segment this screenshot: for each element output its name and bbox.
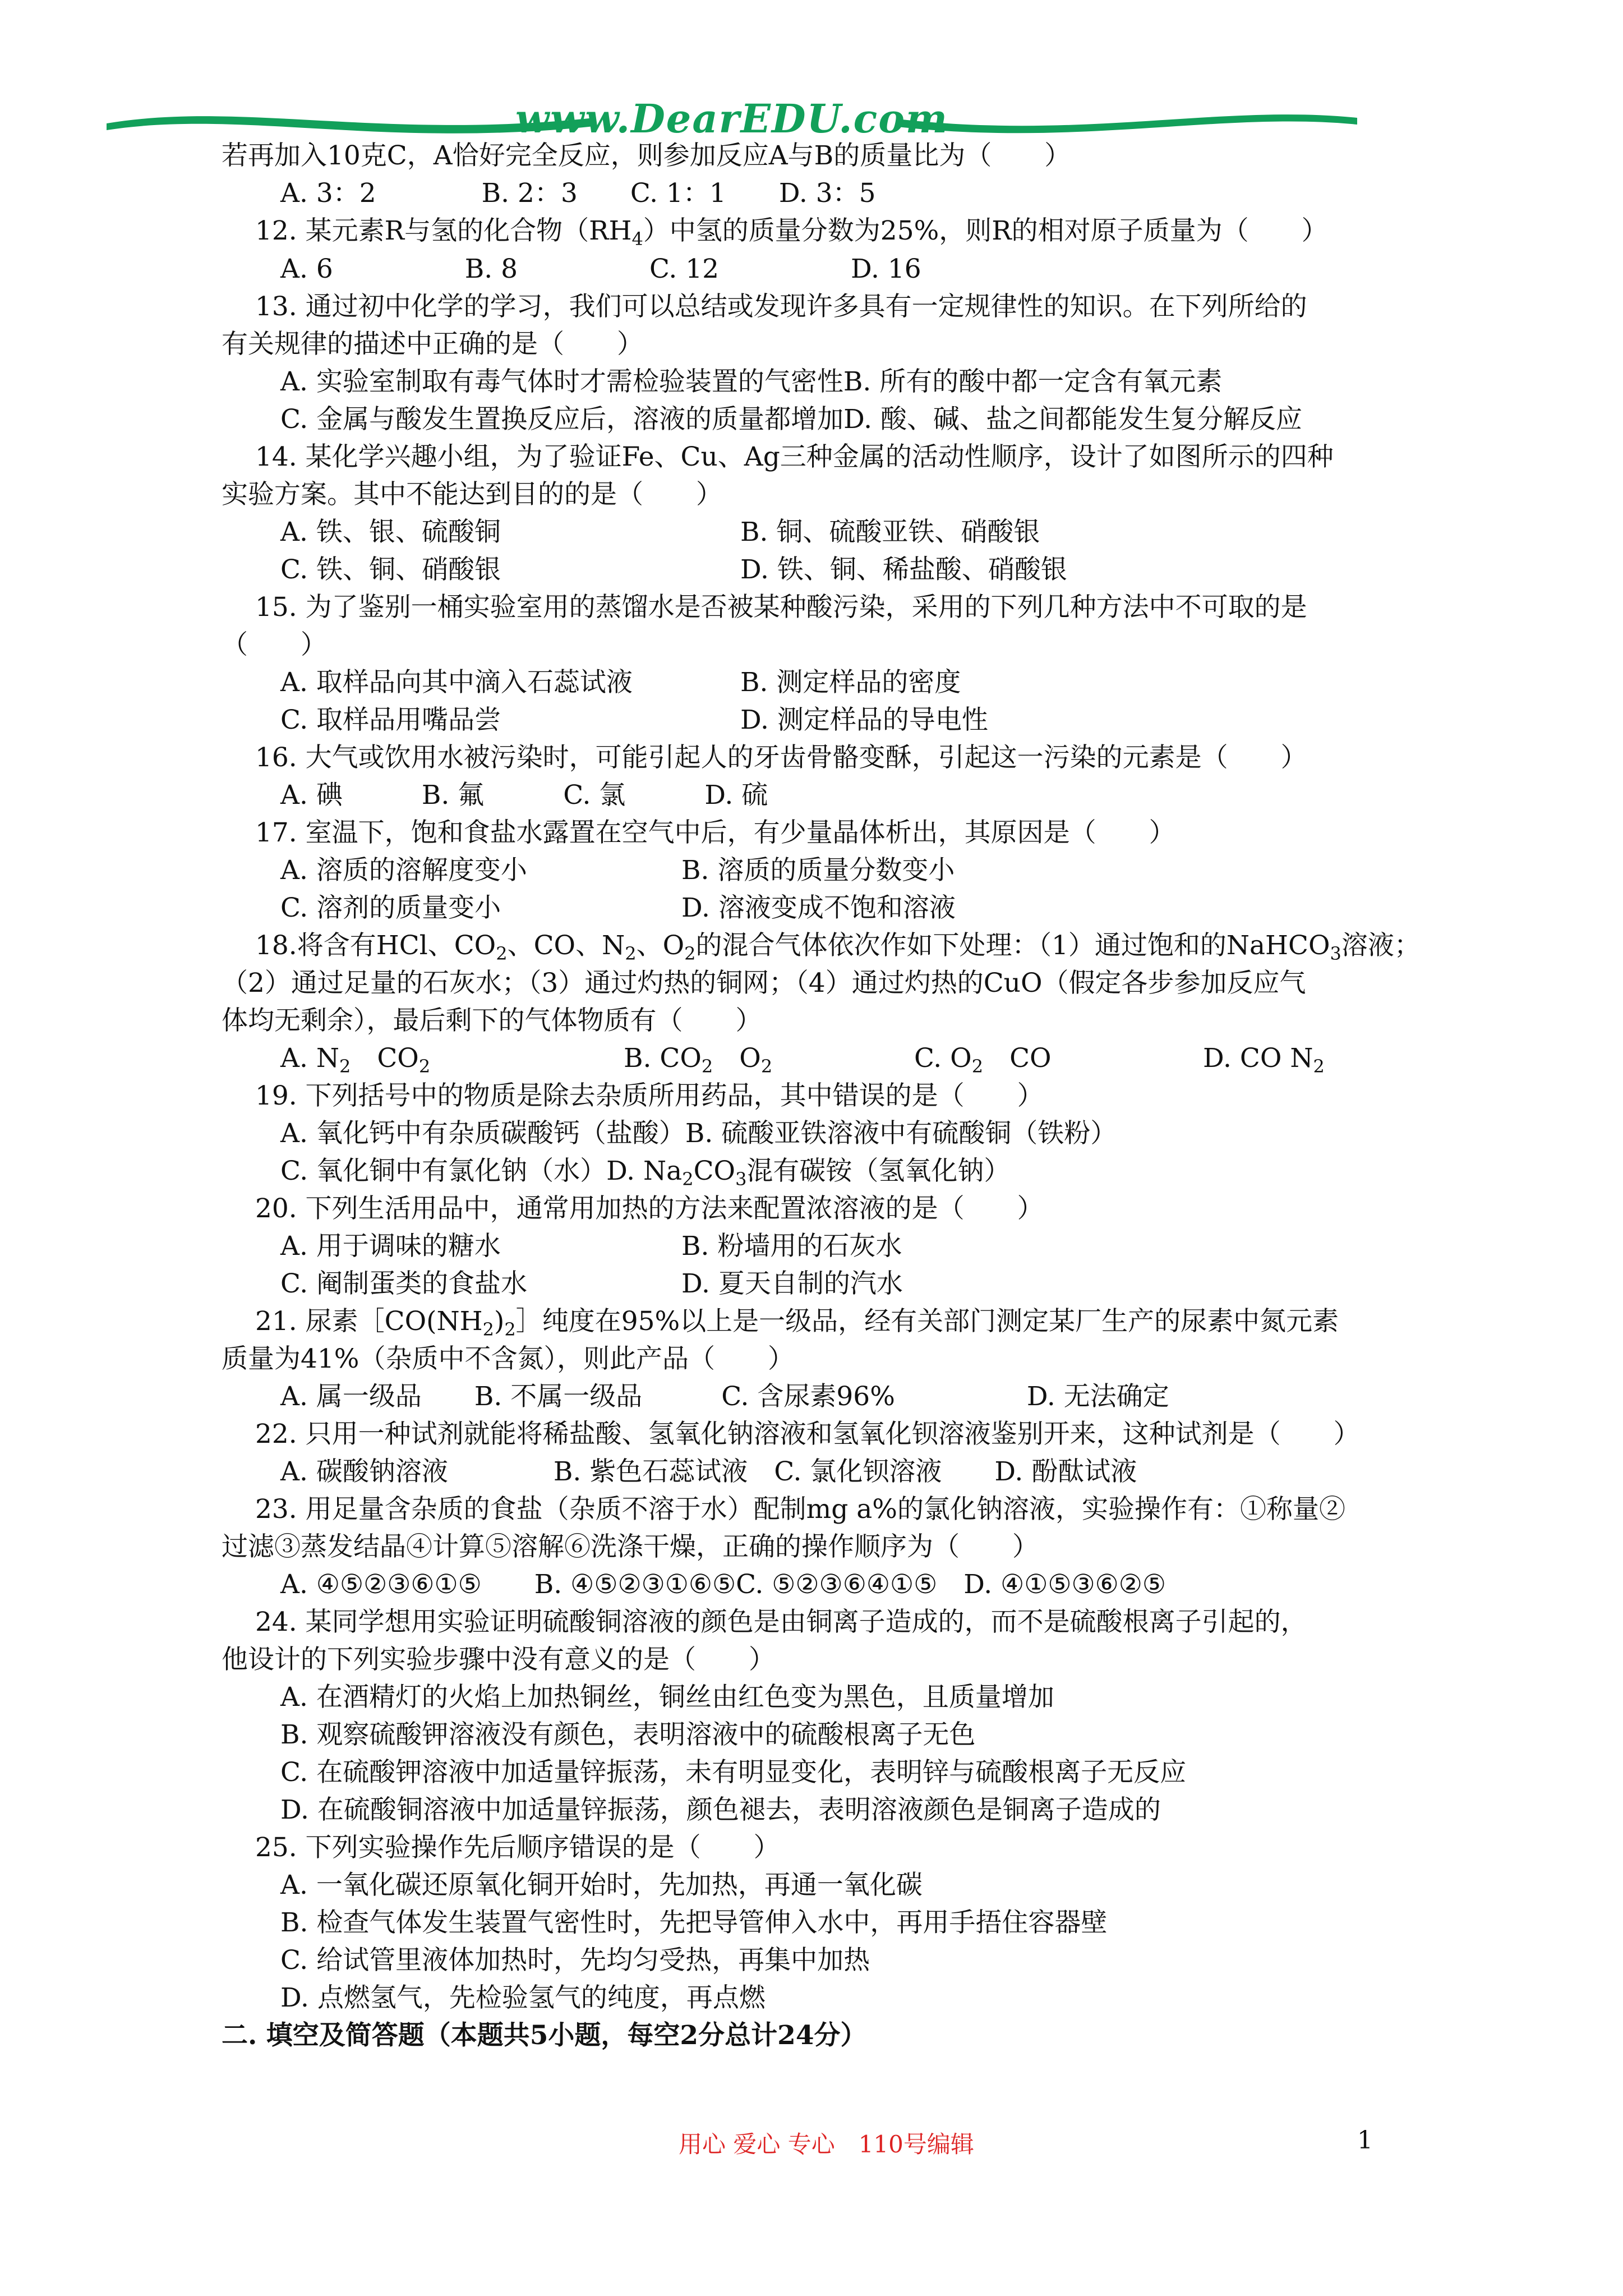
option-c: C. 取样品用嘴品尝 [280,705,501,735]
option-c: C. 在硫酸钾溶液中加适量锌振荡，未有明显变化，表明锌与硫酸根离子无反应 [280,1757,1187,1788]
option-d: D. 溶液变成不饱和溶液 [681,892,956,923]
options-line: A. 3：2 B. 2：3 C. 1：1 D. 3：5 [280,178,876,209]
question-23: 23. 用足量含杂质的食盐（杂质不溶于水）配制mg a%的氯化钠溶液，实验操作有：①称量② [255,1494,1345,1525]
option-a: A. 铁、银、硫酸铜 [280,517,501,547]
question-21-cont: 质量为41%（杂质中不含氮），则此产品（ ） [222,1343,794,1374]
question-12 [255,214,1328,256]
option-a: A. 一氧化碳还原氧化铜开始时，先加热，再通一氧化碳 [280,1870,923,1901]
question-14: 14. 某化学兴趣小组，为了验证Fe、Cu、Ag三种金属的活动性顺序，设计了如图所示的四种 [255,441,1334,472]
question-23-cont: 过滤③蒸发结晶④计算⑤溶解⑥洗涤干燥，正确的操作顺序为（ ） [222,1531,1039,1562]
subscript: 2 [701,1056,713,1077]
question-22-options: A. 碳酸钠溶液 B. 紫色石蕊试液 C. 氯化钡溶液 D. 酚酞试液 [280,1456,1137,1487]
subscript: 3 [1330,943,1341,964]
subscript: 2 [684,943,696,964]
option-a: A. 取样品向其中滴入石蕊试液 [280,667,633,698]
question-25: 25. 下列实验操作先后顺序错误的是（ ） [255,1832,780,1863]
question-15: 15. 为了鉴别一桶实验室用的蒸馏水是否被某种酸污染，采用的下列几种方法中不可取的是 [255,592,1307,623]
question-18-cont: （2）通过足量的石灰水；（3）通过灼热的铜网；（4）通过灼热的CuO（假定各步参加反应气 [222,968,1306,999]
text-span: ）中氢的质量分数为25%，则R的相对原子质量为（ ） [643,215,1328,246]
question-24: 24. 某同学想用实验证明硫酸铜溶液的颜色是由铜离子造成的，而不是硫酸根离子引起的， [255,1607,1307,1637]
page-number: 1 [1357,2126,1373,2155]
question-20: 20. 下列生活用品中，通常用加热的方法来配置浓溶液的是（ ） [255,1193,1044,1224]
subscript: 2 [1313,1056,1325,1077]
text-span: 的混合气体依次作如下处理：（1）通过饱和的NaHCO [695,930,1330,961]
text-line: 若再加入10克C，A恰好完全反应，则参加反应A与B的质量比为（ ） [222,140,1071,171]
text-span: C. 氧化铜中有氯化钠（水）D. Na [280,1156,683,1186]
option-a [280,1042,430,1083]
option-d [1203,1042,1325,1083]
option-d: D. 在硫酸铜溶液中加适量锌振荡，颜色褪去，表明溶液颜色是铜离子造成的 [280,1795,1161,1825]
text-span: 12. 某元素R与氢的化合物（RH [255,215,632,246]
question-21 [255,1305,1339,1346]
option-b [624,1042,772,1083]
option-b: B. 粉墙用的石灰水 [681,1231,902,1262]
text-span: 混有碳铵（氢氧化钠） [746,1156,1011,1186]
option-b: B. 检查气体发生装置气密性时，先把导管伸入水中，再用手捂住容器壁 [280,1907,1108,1938]
question-19: 19. 下列括号中的物质是除去杂质所用药品，其中错误的是（ ） [255,1080,1044,1111]
question-21-options: A. 属一级品 B. 不属一级品 C. 含尿素96% D. 无法确定 [280,1381,1169,1412]
subscript: 3 [735,1168,747,1190]
question-18 [255,929,1421,970]
text-span: 溶液； [1341,930,1421,961]
question-24-cont: 他设计的下列实验步骤中没有意义的是（ ） [222,1644,775,1675]
option-d: D. 夏天自制的汽水 [681,1268,903,1299]
text-span: A. N [280,1043,339,1074]
subscript: 2 [504,1319,516,1340]
option-a: A. 在酒精灯的火焰上加热铜丝，铜丝由红色变为黑色，且质量增加 [280,1682,1054,1713]
subscript: 2 [482,1319,494,1340]
question-13-cont: 有关规律的描述中正确的是（ ） [222,329,643,360]
question-14-cont: 实验方案。其中不能达到目的的是（ ） [222,479,722,510]
question-23-options: A. ④⑤②③⑥①⑤ B. ④⑤②③①⑥⑤C. ⑤②③⑥④①⑤ D. ④①⑤③⑥②⑤ [280,1569,1166,1600]
text-span: CO [377,1043,419,1074]
subscript: 2 [418,1056,431,1077]
text-span: CO [1009,1043,1052,1074]
section-heading: 二. 填空及简答题（本题共5小题，每空2分总计24分） [222,2020,867,2051]
text-span: B. CO [624,1043,702,1074]
question-19-options-ab: A. 氧化钙中有杂质碳酸钙（盐酸）B. 硫酸亚铁溶液中有硫酸铜（铁粉） [280,1118,1117,1149]
option-b: B. 溶质的质量分数变小 [681,855,955,886]
question-16: 16. 大气或饮用水被污染时，可能引起人的牙齿骨骼变酥，引起这一污染的元素是（ ） [255,742,1307,773]
text-span: D. CO N [1203,1043,1313,1074]
subscript: 4 [631,228,643,250]
text-span: ］纯度在95%以上是一级品，经有关部门测定某厂生产的尿素中氮元素 [515,1306,1339,1337]
text-span: O [739,1043,761,1074]
text-span: 18.将含有HCl、CO [255,930,496,961]
text-span: 、O [636,930,685,961]
option-c: C. 铁、铜、硝酸银 [280,554,501,585]
text-span: 21. 尿素［CO(NH [255,1306,483,1337]
question-13: 13. 通过初中化学的学习，我们可以总结或发现许多具有一定规律性的知识。在下列所给的 [255,291,1307,322]
question-19-options-cd [280,1154,1010,1196]
option-c: C. 阉制蛋类的食盐水 [280,1268,528,1299]
option-a: A. 用于调味的糖水 [280,1231,501,1262]
subscript: 2 [496,943,508,964]
subscript: 2 [760,1056,773,1077]
option-b: B. 观察硫酸钾溶液没有颜色，表明溶液中的硫酸根离子无色 [280,1719,976,1750]
option-c [914,1042,1052,1083]
question-12-options: A. 6 B. 8 C. 12 D. 16 [280,254,921,284]
question-17: 17. 室温下，饱和食盐水露置在空气中后，有少量晶体析出，其原因是（ ） [255,817,1175,848]
question-13-options-ab: A. 实验室制取有毒气体时才需检验装置的气密性B. 所有的酸中都一定含有氧元素 [280,366,1223,397]
question-15-cont: （ ） [222,629,327,660]
text-span: 、CO、N [507,930,625,961]
option-c: C. 溶剂的质量变小 [280,892,501,923]
option-b: B. 铜、硫酸亚铁、硝酸银 [740,517,1040,547]
question-22: 22. 只用一种试剂就能将稀盐酸、氢氧化钠溶液和氢氧化钡溶液鉴别开来，这种试剂是（ ） [255,1419,1360,1450]
header-logo-text: www.DearEDU.com [515,95,948,142]
option-c: C. 给试管里液体加热时，先均匀受热，再集中加热 [280,1945,870,1976]
text-span: CO [693,1156,736,1186]
text-span: C. O [914,1043,972,1074]
text-span: ) [494,1306,505,1337]
option-d: D. 铁、铜、稀盐酸、硝酸银 [740,554,1067,585]
subscript: 2 [625,943,637,964]
question-18-cont: 体均无剩余），最后剩下的气体物质有（ ） [222,1005,762,1036]
question-16-options: A. 碘 B. 氟 C. 氯 D. 硫 [280,780,768,811]
option-d: D. 点燃氢气，先检验氢气的纯度，再点燃 [280,1982,766,2013]
question-13-options-cd: C. 金属与酸发生置换反应后，溶液的质量都增加D. 酸、碱、盐之间都能发生复分解反应 [280,404,1303,435]
subscript: 2 [971,1056,984,1077]
footer-text: 用心 爱心 专心 110号编辑 [679,2131,974,2158]
option-d: D. 测定样品的导电性 [740,705,988,735]
subscript: 2 [339,1056,351,1077]
subscript: 2 [682,1168,694,1190]
option-a: A. 溶质的溶解度变小 [280,855,527,886]
option-b: B. 测定样品的密度 [740,667,961,698]
